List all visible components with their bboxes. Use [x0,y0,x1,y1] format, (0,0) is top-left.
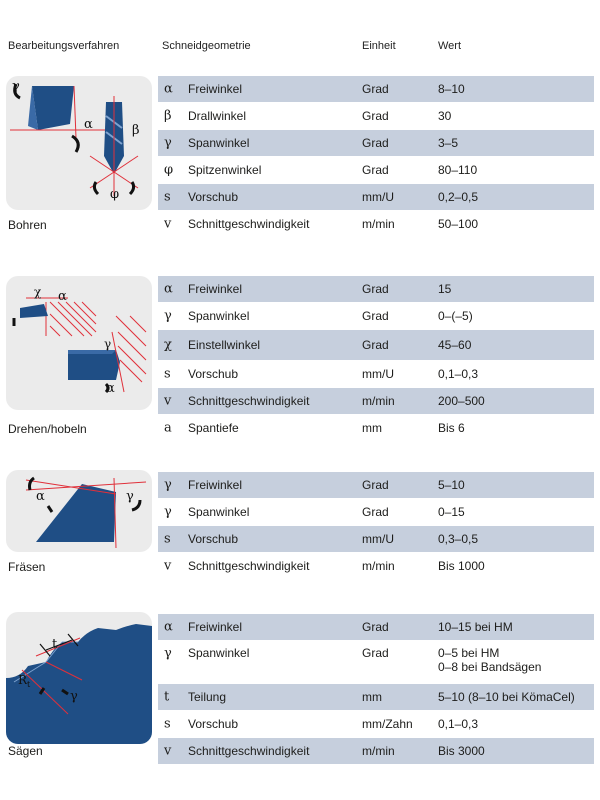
row-name: Spantiefe [188,421,239,435]
row-unit: Grad [362,163,389,177]
row-value: 0,1–0,3 [438,717,479,731]
row-name: Schnittgeschwindigkeit [188,394,310,408]
row-value: 3–5 [438,136,459,150]
row-value: 0–(–5) [438,309,473,323]
row-value: 10–15 bei HM [438,620,513,634]
row-value: 200–500 [438,394,485,408]
bohren-phi-label: φ [110,187,120,202]
drehen-gamma-label: γ [104,337,112,351]
row-value: Bis 6 [438,421,465,435]
saegen-t-label: t [52,637,58,652]
row-value: 8–10 [438,82,465,96]
table-row [158,526,594,552]
row-value-line1: 0–5 bei HM [438,646,500,660]
row-symbol: v [164,393,172,409]
row-symbol: γ [164,135,172,151]
row-name: Schnittgeschwindigkeit [188,744,310,758]
table-row [158,156,594,184]
table-row [158,684,594,710]
row-value: 15 [438,282,452,296]
row-unit: mm [362,690,382,704]
table-row [158,552,594,580]
row-unit: m/min [362,744,395,758]
row-symbol: β [164,108,172,124]
table-row [158,388,594,414]
row-name: Freiwinkel [188,478,243,492]
section-label: Fräsen [8,560,46,574]
fraesen-gamma-label: γ [126,489,134,504]
fraesen-alpha-label: α [36,489,45,504]
row-symbol: a [164,420,172,436]
header-process: Bearbeitungsverfahren [8,40,120,52]
row-name: Teilung [188,690,227,704]
row-unit: Grad [362,136,389,150]
row-name: Vorschub [188,190,239,204]
row-unit: Grad [362,646,389,660]
header-unit: Einheit [362,40,396,52]
row-symbol: γ [164,308,172,324]
row-value: 5–10 (8–10 bei KömaCel) [438,690,575,704]
bohren-illustration [6,76,152,210]
row-name: Vorschub [188,367,239,381]
section-label: Drehen/hobeln [8,422,87,436]
row-symbol: s [164,531,171,547]
bohren-beta-label: β [132,123,140,138]
row-symbol: α [164,281,173,297]
row-name: Spanwinkel [188,309,250,323]
drehen-alpha2-label: α [106,381,115,396]
row-name: Spanwinkel [188,505,250,519]
row-value: 80–110 [438,163,478,177]
row-value: 45–60 [438,338,472,352]
row-symbol: α [164,619,173,635]
row-name: Schnittgeschwindigkeit [188,217,310,231]
table-row [158,360,594,388]
table-row [158,210,594,238]
row-name: Schnittgeschwindigkeit [188,559,310,573]
table-row [158,130,594,156]
row-name: Spanwinkel [188,646,250,660]
row-unit: mm/U [362,532,394,546]
table-row [158,302,594,330]
row-name: Spitzenwinkel [188,163,262,177]
row-value-line2: 0–8 bei Bandsägen [438,660,542,674]
table-row [158,640,594,684]
row-unit: mm/Zahn [362,717,413,731]
table-row [158,710,594,738]
row-unit: mm/U [362,367,394,381]
row-unit: m/min [362,217,395,231]
row-symbol: v [164,743,172,759]
fraesen-diagram [6,470,152,552]
row-symbol: s [164,366,171,382]
section-bohren [0,76,600,246]
table-row [158,414,594,442]
section-saegen [0,612,600,772]
bohren-alpha-label: α [84,117,93,132]
row-name: Spanwinkel [188,136,250,150]
section-label: Sägen [8,744,43,758]
row-unit: Grad [362,309,389,323]
row-unit: Grad [362,338,389,352]
row-value: 0,2–0,5 [438,190,479,204]
row-unit: Grad [362,478,389,492]
row-value: Bis 3000 [438,744,485,758]
row-symbol: v [164,216,172,232]
row-symbol: s [164,716,171,732]
header-value: Wert [438,40,462,52]
saegen-r-label: R [18,673,28,687]
row-symbol: γ [164,646,172,661]
saegen-illustration [6,612,152,744]
row-name: Freiwinkel [188,82,243,96]
drehen-diagram [6,276,152,410]
row-symbol: φ [164,162,174,178]
row-name: Freiwinkel [188,620,243,634]
row-name: Vorschub [188,717,239,731]
row-unit: mm/U [362,190,394,204]
row-symbol: t [164,689,170,705]
saegen-r-sub-label: t [27,680,31,689]
table-row [158,614,594,640]
row-name: Freiwinkel [188,282,243,296]
row-unit: Grad [362,282,389,296]
row-value: 50–100 [438,217,479,231]
table-row [158,184,594,210]
row-value: 0,1–0,3 [438,367,479,381]
table-row [158,472,594,498]
table-row [158,738,594,764]
row-name: Drallwinkel [188,109,247,123]
row-unit: Grad [362,82,389,96]
bohren-diagram [6,76,152,210]
row-value: 0–15 [438,505,465,519]
header-geometry: Schneidgeometrie [162,40,251,52]
table-row [158,76,594,102]
section-label: Bohren [8,218,47,232]
row-unit: Grad [362,109,389,123]
table-row [158,498,594,526]
row-symbol: γ [164,504,172,520]
table-row [158,102,594,130]
row-unit: Grad [362,505,389,519]
row-value: 5–10 [438,478,465,492]
row-value: Bis 1000 [438,559,485,573]
row-unit: mm [362,421,382,435]
row-symbol: γ [164,477,172,493]
row-name: Vorschub [188,532,239,546]
row-symbol: χ [164,337,172,353]
row-unit: m/min [362,394,395,408]
drehen-illustration [6,276,152,410]
row-value: 30 [438,109,452,123]
row-unit: m/min [362,559,395,573]
saegen-diagram [6,612,152,744]
row-value [438,646,541,674]
row-symbol: v [164,558,172,574]
section-drehen [0,276,600,446]
row-symbol: α [164,81,173,97]
saegen-gamma-label: γ [70,689,78,704]
row-symbol: s [164,189,171,205]
row-unit: Grad [362,620,389,634]
drehen-chi-label: χ [34,285,42,299]
section-fraesen [0,470,600,580]
drehen-alpha1-label: α [58,289,67,304]
table-row [158,330,594,360]
table-row [158,276,594,302]
row-value: 0,3–0,5 [438,532,479,546]
fraesen-illustration [6,470,152,552]
bohren-gamma-label: γ [12,79,20,94]
row-name: Einstellwinkel [188,338,261,352]
